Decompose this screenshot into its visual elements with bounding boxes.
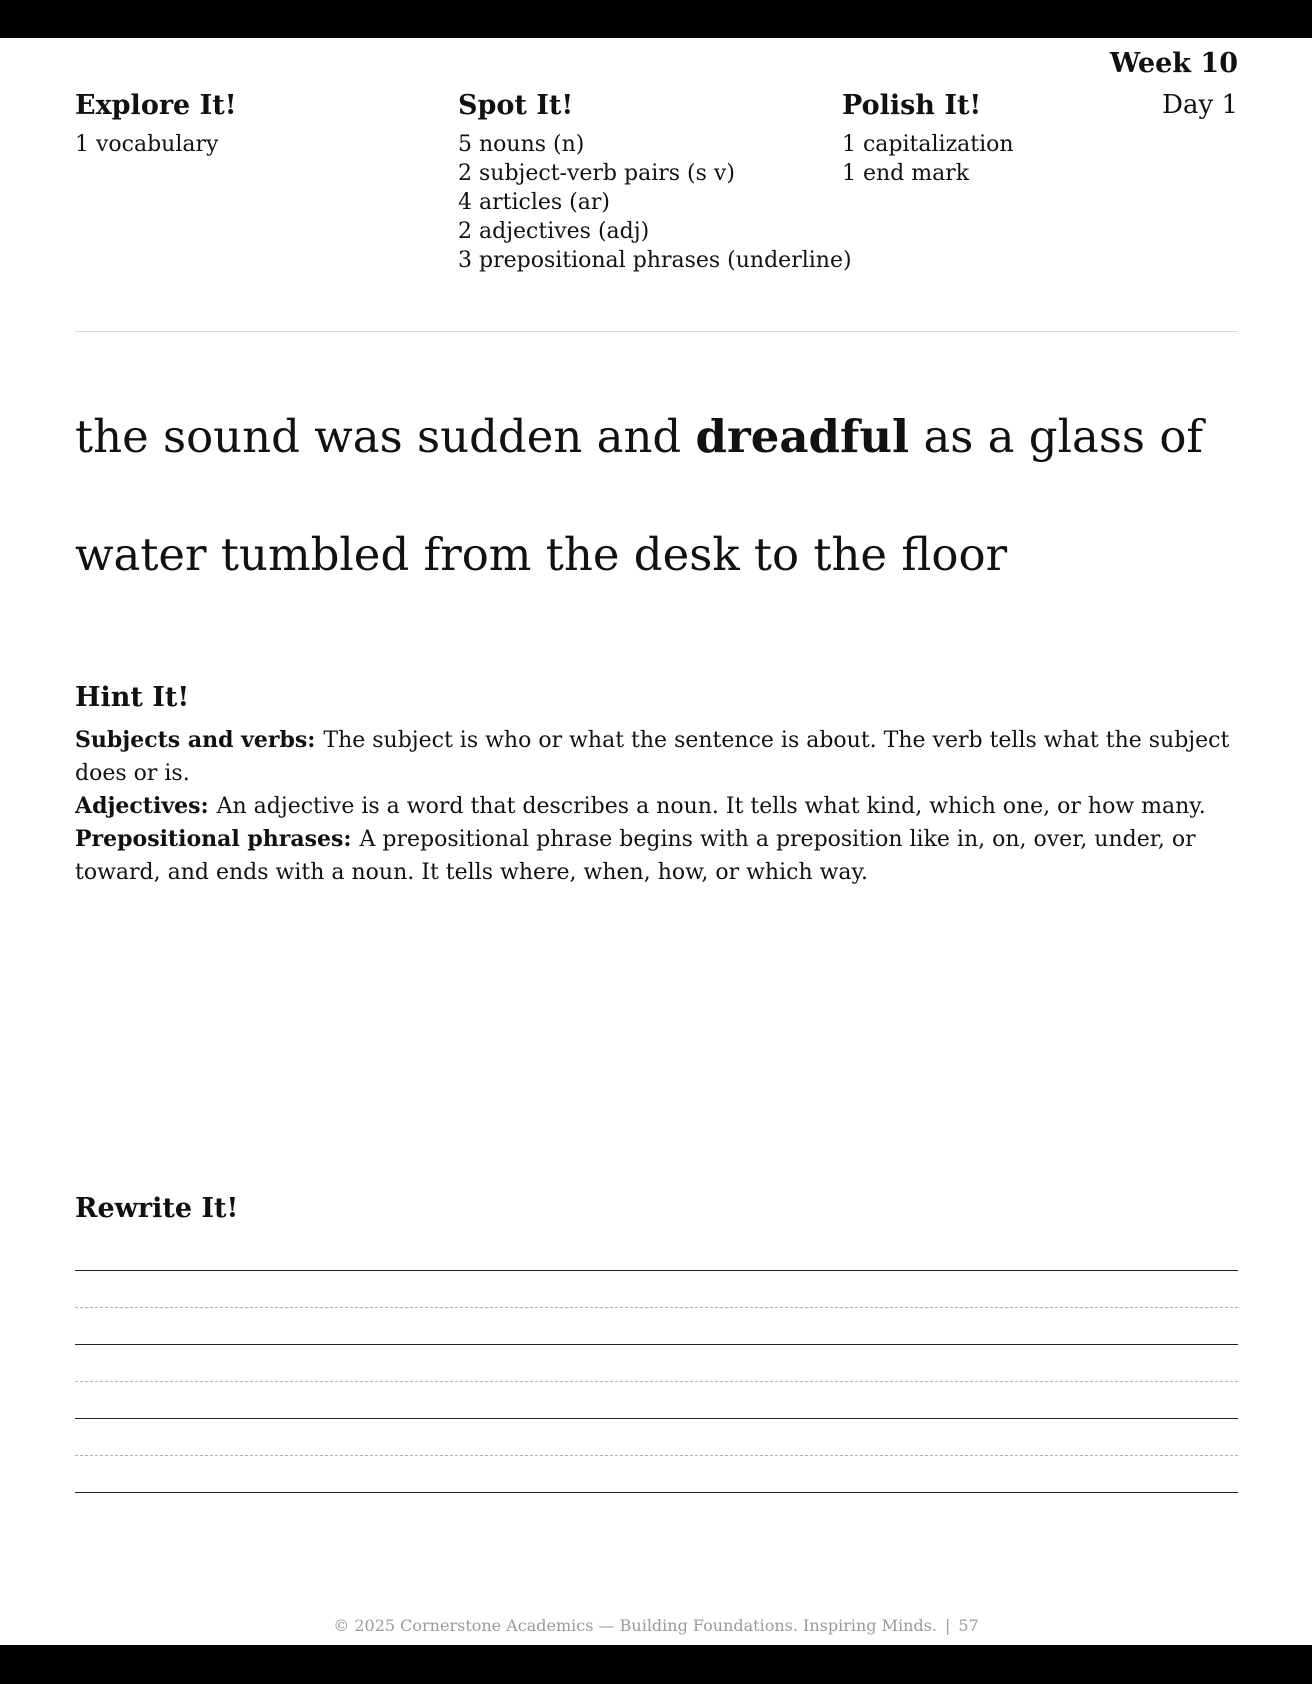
explore-column xyxy=(75,90,237,159)
spot-item-adjectives: 2 adjectives (adj) xyxy=(458,219,650,245)
writing-line-top xyxy=(75,1270,1238,1271)
footer-copyright: © 2025 Cornerstone Academics — Building Foundations. Inspiring Minds. xyxy=(333,1616,937,1635)
section-divider xyxy=(75,331,1238,332)
hint-text: An adjective is a word that describes a noun. It tells what kind, which one, or how many. xyxy=(216,794,1206,819)
hint-text: A prepositional phrase begins with a preposition like in, on, over, under, or toward, and ends with a noun. It tells where, when, how, or which way. xyxy=(75,827,1196,885)
week-label: Week 10 xyxy=(1109,48,1238,79)
handwriting-lines[interactable] xyxy=(75,1270,1238,1493)
worksheet-page xyxy=(0,38,1312,1645)
polish-column xyxy=(842,90,1014,188)
spot-column xyxy=(458,90,852,275)
hint-term: Prepositional phrases: xyxy=(75,826,352,852)
writing-midline xyxy=(75,1455,1238,1456)
practice-sentence xyxy=(75,378,1255,614)
polish-title: Polish It! xyxy=(842,90,982,121)
polish-item-end-mark: 1 end mark xyxy=(842,161,970,187)
hint-term: Subjects and verbs: xyxy=(75,727,316,753)
spot-item-nouns: 5 nouns (n) xyxy=(458,132,585,158)
hint-entry-prepositional xyxy=(75,823,1245,889)
spot-item-articles: 4 articles (ar) xyxy=(458,190,610,216)
page-number: 57 xyxy=(958,1616,979,1635)
spot-title: Spot It! xyxy=(458,90,574,121)
rewrite-title: Rewrite It! xyxy=(75,1193,239,1224)
explore-title: Explore It! xyxy=(75,90,237,121)
footer-separator: | xyxy=(944,1616,951,1635)
writing-midline xyxy=(75,1381,1238,1382)
spot-item-subject-verb: 2 subject-verb pairs (s v) xyxy=(458,161,735,187)
sentence-before: the sound was sudden and xyxy=(75,410,696,463)
hint-title: Hint It! xyxy=(75,682,190,713)
hint-text: The subject is who or what the sentence is about. The verb tells what the subject does or is. xyxy=(75,728,1230,786)
page-footer xyxy=(0,1616,1312,1635)
vocabulary-word: dreadful xyxy=(695,410,910,463)
writing-line xyxy=(75,1418,1238,1419)
hint-entry-subjects xyxy=(75,724,1245,790)
explore-item: 1 vocabulary xyxy=(75,132,219,158)
sentence-after: as a glass of water tumbled from the desk to the floor xyxy=(75,410,1204,581)
writing-line-bottom xyxy=(75,1492,1238,1493)
hint-term: Adjectives: xyxy=(75,793,209,819)
spot-item-prepositional: 3 prepositional phrases (underline) xyxy=(458,248,852,274)
hint-body xyxy=(75,724,1245,889)
writing-midline xyxy=(75,1307,1238,1308)
polish-item-capitalization: 1 capitalization xyxy=(842,132,1014,158)
hint-entry-adjectives xyxy=(75,790,1245,823)
writing-line xyxy=(75,1344,1238,1345)
day-label: Day 1 xyxy=(1162,90,1238,120)
